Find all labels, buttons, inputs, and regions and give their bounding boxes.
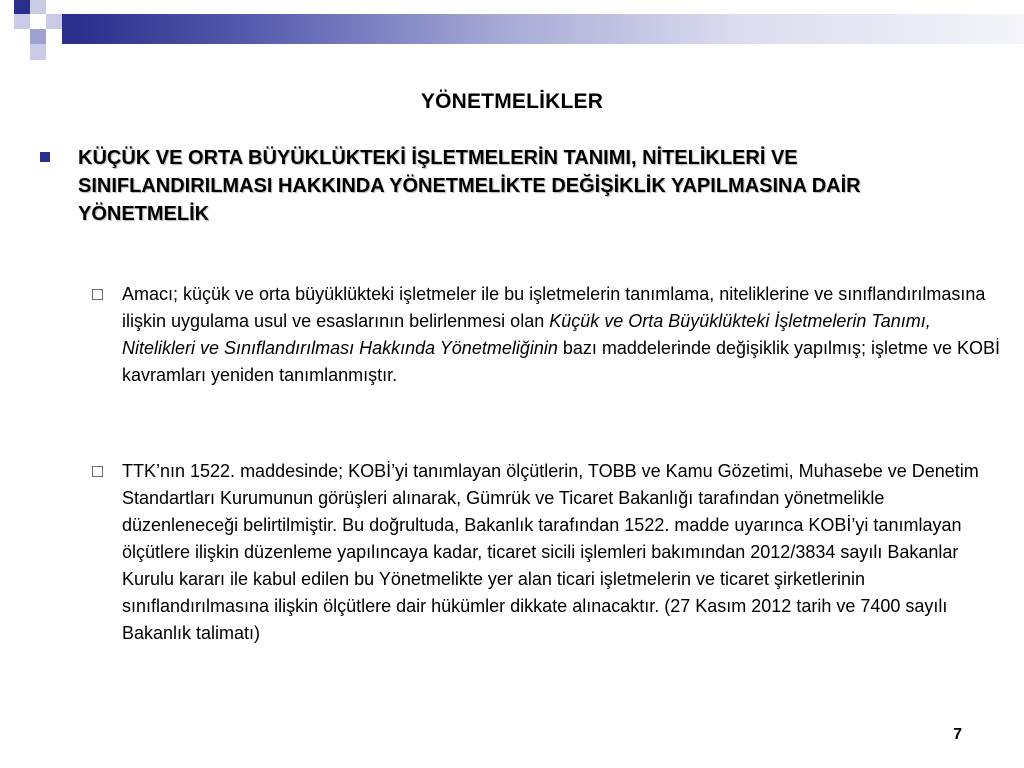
page-number: 7 <box>953 726 962 743</box>
decorative-square <box>46 14 62 29</box>
slide-title: YÖNETMELİKLER <box>420 90 604 113</box>
decorative-square <box>14 14 30 29</box>
main-bullet-item <box>40 144 1000 228</box>
filled-square-bullet-icon <box>40 152 50 162</box>
sub-bullet-text-part: bazı maddelerinde değişiklik yapılmış; işletme ve KOBİ kavramları yeniden tanımlanmıştır. <box>122 338 1001 385</box>
regulation-title-italic: Küçük ve Orta Büyüklükteki İşletmelerin Tanımı, Nitelikleri ve Sınıflandırılması Hakkında Yönetmeliğinin <box>122 311 931 358</box>
sub-bullet-item <box>92 458 1002 647</box>
decorative-square <box>46 29 62 44</box>
main-bullet-text: KÜÇÜK VE ORTA BÜYÜKLÜKTEKİ İŞLETMELERİN TANIMI, NİTELİKLERİ VE SINIFLANDIRILMASI HAKKINDA YÖNETMELİKTE DEĞİŞİKLİK YAPILMASINA DAİR YÖNETMELİK <box>78 147 861 225</box>
gradient-header-bar <box>78 14 1024 44</box>
sub-bullet-item <box>92 281 1002 389</box>
decorative-square <box>14 0 30 14</box>
decorative-square <box>30 0 46 14</box>
hollow-square-bullet-icon <box>92 466 103 477</box>
hollow-square-bullet-icon <box>92 289 103 300</box>
sub-bullet-text-part: Amacı; küçük ve orta büyüklükteki işletmeler ile bu işletmelerin tanımlama, niteliklerine ve sınıflandırılmasına ilişkin uygulama usul ve esaslarının belirlenmesi olan <box>122 284 986 331</box>
decorative-square <box>62 14 78 44</box>
sub-bullet-text <box>122 281 1002 389</box>
decorative-square <box>30 29 46 44</box>
decorative-square <box>30 44 46 60</box>
sub-bullet-text: TTK’nın 1522. maddesinde; KOBİ’yi tanımlayan ölçütlerin, TOBB ve Kamu Gözetimi, Muhasebe ve Denetim Standartları Kurumunun görüşleri alınarak, Gümrük ve Ticaret Bakanlığı tarafından yönetmelikle düzenleneceği belirtilmiştir. Bu doğrultuda, Bakanlık tarafından 1522. madde uyarınca KOBİ’yi tanımlayan ölçütlere ilişkin düzenleme yapılıncaya kadar, ticaret sicili işlemleri bakımından 2012/3834 sayılı Bakanlar Kurulu kararı ile kabul edilen bu Yönetmelikte yer alan ticari işletmelerin ve ticaret şirketlerinin sınıflandırılmasına ilişkin ölçütlere dair hükümler dikkate alınacaktır. (27 Kasım 2012 tarih ve 7400 sayılı Bakanlık talimatı) <box>122 461 979 643</box>
